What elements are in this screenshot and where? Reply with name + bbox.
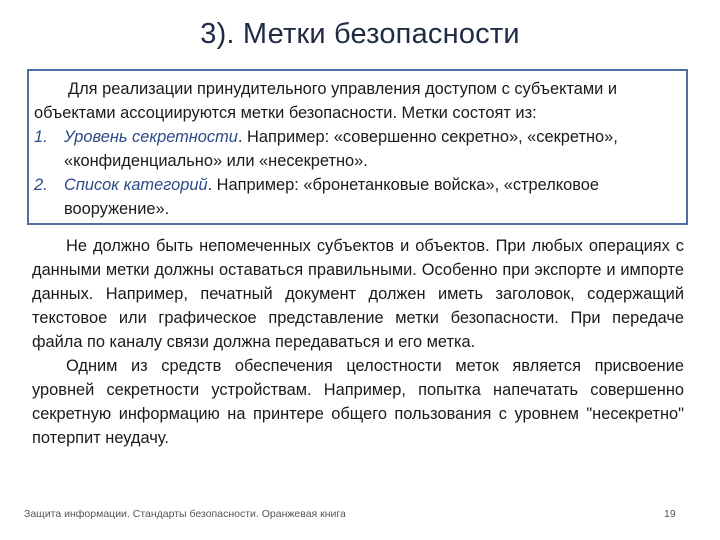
- body-text: [32, 234, 684, 450]
- list-item-2: [34, 173, 681, 221]
- list-item-1-number: 1.: [34, 128, 48, 146]
- body-paragraph-1: Не должно быть непомеченных субъектов и объектов. При любых операциях с данными метки должны оставаться правильными. Особенно при экспорте и импорте данных. Например, печатный документ должен иметь заголовок, содержащий текстовое или графическое представление метки безопасности. При передаче файла по каналу связи должна передаваться и его метка.: [32, 237, 684, 351]
- list-item-1-term: Уровень секретности: [64, 128, 238, 146]
- slide-title: 3). Метки безопасности: [200, 18, 520, 50]
- list-item-1: [34, 125, 681, 173]
- list-item-1-text: . Например: «совершенно секретно», «секретно», «конфиденциально» или «несекретно».: [64, 128, 618, 170]
- list-item-2-number: 2.: [34, 176, 48, 194]
- footer-page-number: 19: [664, 508, 676, 520]
- body-paragraph-2: Одним из средств обеспечения целостности меток является присвоение уровней секретности устройствам. Например, попытка напечатать совершенно секретную информацию на принтере общего пользования с уровнем "несекретно" потерпит неудачу.: [32, 357, 684, 447]
- security-labels-box: [27, 69, 688, 225]
- list-item-2-term: Список категорий: [64, 176, 208, 194]
- list-item-2-text: . Например: «бронетанковые войска», «стрелковое вооружение».: [64, 176, 600, 218]
- footer-source: Защита информации. Стандарты безопасности. Оранжевая книга: [24, 508, 346, 520]
- box-intro-text: Для реализации принудительного управления доступом с субъектами и объектами ассоциируются метки безопасности. Метки состоят из:: [34, 80, 618, 122]
